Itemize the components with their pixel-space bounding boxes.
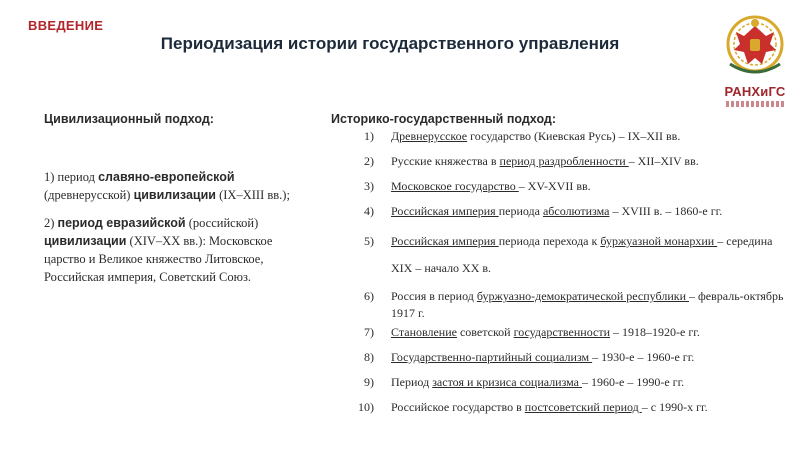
list-item xyxy=(346,178,791,195)
list-item-number: 5) xyxy=(364,234,374,248)
text-segment: – XVIII в. – 1860-е гг. xyxy=(609,204,723,218)
text-segment: – XII–XIV вв. xyxy=(628,154,699,168)
list-item-number: 10) xyxy=(358,400,374,414)
list-item-number: 3) xyxy=(364,179,374,193)
list-item-text xyxy=(391,399,791,416)
underlined-term: Московское государство xyxy=(391,179,519,193)
list-item xyxy=(346,203,791,220)
underlined-term: буржуазно-демократической республики xyxy=(476,289,689,303)
text-segment: – февраль-октябрь 1917 г. xyxy=(391,289,784,320)
civilizational-approach-heading: Цивилизационный подход: xyxy=(44,112,214,126)
text-segment: – с 1990-х гг. xyxy=(641,400,708,414)
list-item-number: 7) xyxy=(364,325,374,339)
list-item-text xyxy=(391,153,791,170)
list-item-text xyxy=(391,203,791,220)
list-item-number: 4) xyxy=(364,204,374,218)
list-item-text xyxy=(391,374,791,391)
underlined-term: постсоветский период xyxy=(524,400,642,414)
civilizational-approach-text xyxy=(44,168,306,296)
underlined-term: Древнерусское xyxy=(391,129,468,143)
logo-subtitle-decoration xyxy=(726,101,784,107)
list-item xyxy=(346,374,791,391)
list-item-text xyxy=(391,324,791,341)
list-item-number: 1) xyxy=(364,129,374,143)
text-segment: Российское государство в xyxy=(391,400,525,414)
list-item-number: 6) xyxy=(364,289,374,303)
list-item-text xyxy=(391,228,791,282)
text-segment: – 1930-е – 1960-е гг. xyxy=(592,350,695,364)
section-label: ВВЕДЕНИЕ xyxy=(28,18,104,33)
list-item xyxy=(346,153,791,170)
period-1-paragraph: 1) период славяно-европейской (древнерусской) цивилизации (IX–XIII вв.); xyxy=(44,170,290,202)
text-segment: Русские княжества в xyxy=(391,154,500,168)
list-item xyxy=(346,128,791,145)
list-item xyxy=(346,324,791,341)
underlined-term: Российская империя xyxy=(391,204,499,218)
historical-state-approach-heading: Историко-государственный подход: xyxy=(331,112,557,126)
list-item xyxy=(346,349,791,366)
list-item-text xyxy=(391,128,791,145)
list-item-text xyxy=(391,349,791,366)
underlined-term: застоя и кризиса социализма xyxy=(432,375,583,389)
list-item xyxy=(346,399,791,416)
text-segment: – XV-XVII вв. xyxy=(518,179,591,193)
underlined-term: Государственно-партийный социализм xyxy=(391,350,593,364)
text-segment: Период xyxy=(391,375,433,389)
list-item-text xyxy=(391,288,791,322)
list-item xyxy=(346,228,791,282)
list-item-number: 2) xyxy=(364,154,374,168)
text-segment: – 1960-е – 1990-е гг. xyxy=(582,375,685,389)
list-item-number: 8) xyxy=(364,350,374,364)
text-segment: государство (Киевская Русь) – IX–XII вв. xyxy=(467,129,681,143)
text-segment: периода перехода к xyxy=(498,234,601,248)
text-segment: периода xyxy=(498,204,543,218)
period-2-paragraph: 2) период евразийской (российской) цивилизации (XIV–XX вв.): Московское царство и Великое княжество Литовское, Российская империя, Советский Союз. xyxy=(44,216,273,284)
page-title: Периодизация истории государственного управления xyxy=(160,34,620,53)
list-item xyxy=(346,288,791,322)
underlined-term: Российская империя xyxy=(391,234,499,248)
list-item-text xyxy=(391,178,791,195)
text-segment: – 1918–1920-е гг. xyxy=(610,325,700,339)
list-item-number: 9) xyxy=(364,375,374,389)
underlined-term: государственности xyxy=(513,325,610,339)
text-segment: – середина XIX – начало XX в. xyxy=(391,234,773,275)
underlined-term: Становление xyxy=(391,325,457,339)
text-segment: советской xyxy=(456,325,514,339)
logo-text: РАНХиГС xyxy=(724,84,786,99)
underlined-term: абсолютизма xyxy=(542,204,610,218)
eagle-emblem-icon xyxy=(722,6,788,84)
historical-period-list xyxy=(346,128,791,424)
text-segment: Россия в период xyxy=(391,289,477,303)
underlined-term: период раздробленности xyxy=(499,154,629,168)
underlined-term: буржуазной монархии xyxy=(600,234,718,248)
ranepa-logo xyxy=(722,6,788,110)
